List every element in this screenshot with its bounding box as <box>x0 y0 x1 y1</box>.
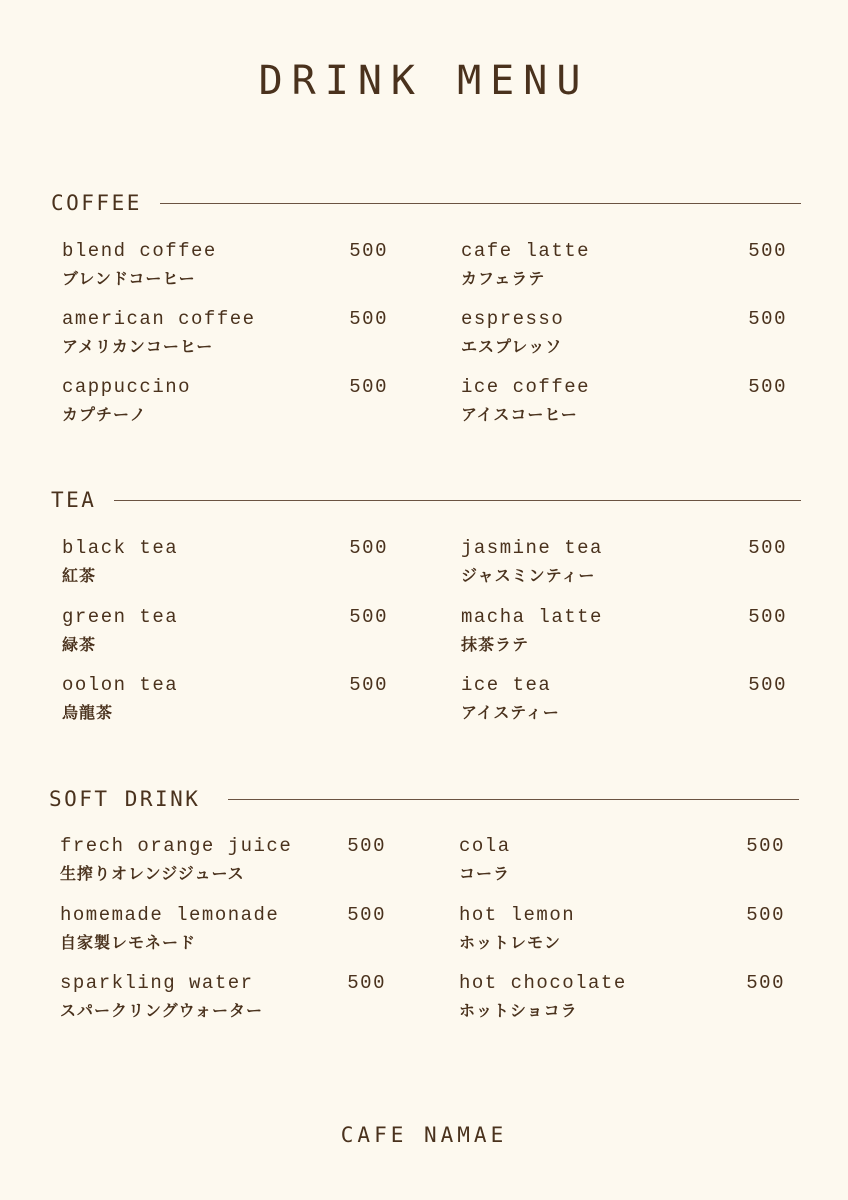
menu-item <box>60 904 386 954</box>
menu-title: DRINK MENU <box>258 58 590 104</box>
menu-item <box>60 835 386 885</box>
section-divider <box>160 203 801 204</box>
item-name-ja: ホットレモン <box>459 933 562 952</box>
item-price: 500 <box>347 835 386 857</box>
item-name-en: hot chocolate <box>459 972 627 994</box>
item-price: 500 <box>748 537 787 559</box>
item-name-ja: アメリカンコーヒー <box>62 337 214 356</box>
item-price: 500 <box>349 376 388 398</box>
item-price: 500 <box>746 904 785 926</box>
item-price: 500 <box>748 674 787 696</box>
menu-item <box>461 674 787 724</box>
menu-item <box>461 376 787 426</box>
item-name-en: frech orange juice <box>60 835 293 857</box>
section-title: TEA <box>51 488 97 512</box>
item-name-ja: カフェラテ <box>461 269 546 288</box>
item-name-ja: 自家製レモネード <box>60 933 197 952</box>
menu-item <box>459 972 785 1022</box>
item-name-ja: 緑茶 <box>62 635 97 654</box>
item-price: 500 <box>349 308 388 330</box>
item-price: 500 <box>748 376 787 398</box>
item-name-en: macha latte <box>461 606 603 628</box>
menu-item <box>62 308 388 358</box>
item-price: 500 <box>748 240 787 262</box>
menu-item <box>461 308 787 358</box>
item-name-ja: 紅茶 <box>62 566 97 585</box>
item-price: 500 <box>347 972 386 994</box>
item-price: 500 <box>746 972 785 994</box>
section-header <box>51 485 801 515</box>
menu-item <box>461 606 787 656</box>
section-header <box>49 784 799 814</box>
item-name-en: cafe latte <box>461 240 591 262</box>
item-price: 500 <box>748 308 787 330</box>
item-name-ja: ホットショコラ <box>459 1001 578 1020</box>
menu-item <box>461 240 787 290</box>
item-name-en: espresso <box>461 308 565 330</box>
item-name-ja: ブレンドコーヒー <box>62 269 196 288</box>
item-name-en: cola <box>459 835 511 857</box>
item-price: 500 <box>748 606 787 628</box>
item-name-ja: 生搾りオレンジジュース <box>60 864 245 883</box>
section-header <box>51 188 801 218</box>
item-name-ja: ジャスミンティー <box>461 566 596 585</box>
item-price: 500 <box>349 240 388 262</box>
item-name-ja: コーラ <box>459 864 511 883</box>
item-price: 500 <box>746 835 785 857</box>
item-price: 500 <box>349 606 388 628</box>
item-name-ja: スパークリングウォーター <box>60 1001 264 1020</box>
item-name-ja: アイスコーヒー <box>461 405 578 424</box>
menu-item <box>459 904 785 954</box>
menu-item <box>60 972 386 1022</box>
item-price: 500 <box>349 537 388 559</box>
item-name-en: american coffee <box>62 308 256 330</box>
section-divider <box>114 500 801 501</box>
item-name-en: oolon tea <box>62 674 179 696</box>
item-name-en: cappuccino <box>62 376 192 398</box>
menu-item <box>62 674 388 724</box>
item-name-ja: エスプレッソ <box>461 337 563 356</box>
menu-item <box>62 376 388 426</box>
menu-item <box>459 835 785 885</box>
item-name-en: homemade lemonade <box>60 904 280 926</box>
item-price: 500 <box>349 674 388 696</box>
item-name-en: hot lemon <box>459 904 576 926</box>
section-title: COFFEE <box>51 191 142 215</box>
item-name-en: blend coffee <box>62 240 217 262</box>
item-name-en: sparkling water <box>60 972 254 994</box>
item-name-ja: 烏龍茶 <box>62 703 114 722</box>
item-name-ja: 抹茶ラテ <box>461 635 530 654</box>
item-name-ja: アイスティー <box>461 703 560 722</box>
menu-item <box>62 240 388 290</box>
item-name-ja: カプチーノ <box>62 405 147 424</box>
menu-item <box>461 537 787 587</box>
cafe-name: CAFE NAMAE <box>340 1123 508 1147</box>
section-divider <box>228 799 799 800</box>
menu-item <box>62 606 388 656</box>
menu-item <box>62 537 388 587</box>
item-name-en: green tea <box>62 606 179 628</box>
item-price: 500 <box>347 904 386 926</box>
item-name-en: black tea <box>62 537 179 559</box>
item-name-en: jasmine tea <box>461 537 603 559</box>
section-title: SOFT DRINK <box>49 787 201 811</box>
item-name-en: ice tea <box>461 674 552 696</box>
item-name-en: ice coffee <box>461 376 591 398</box>
